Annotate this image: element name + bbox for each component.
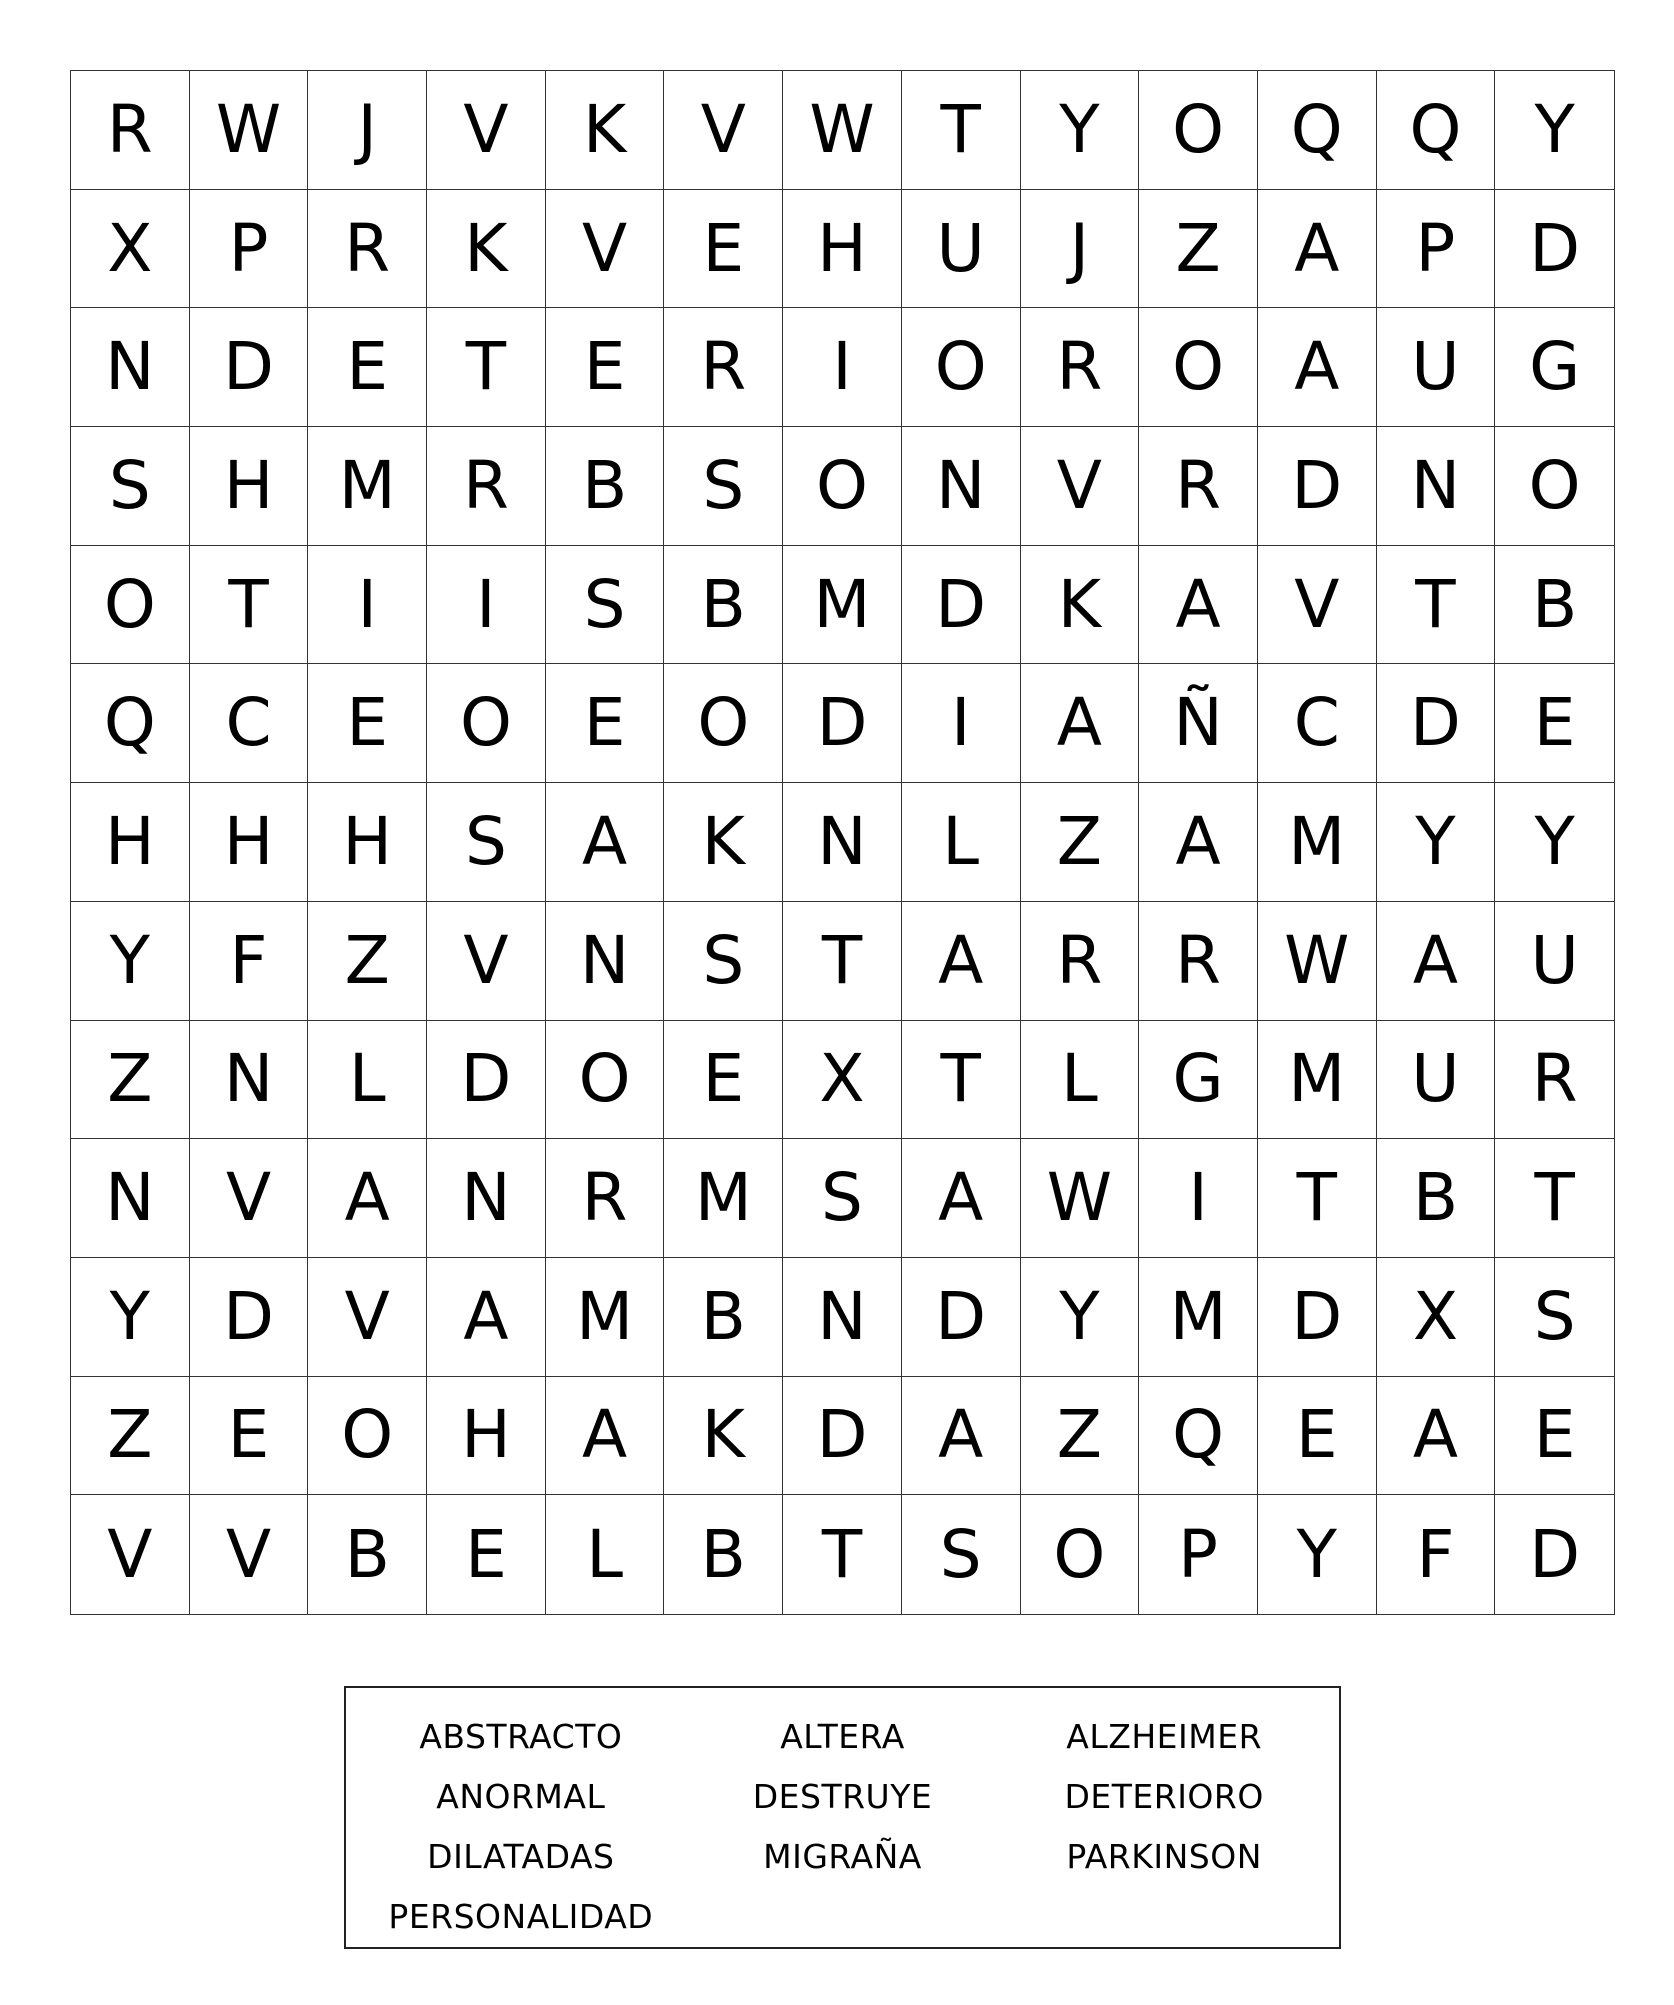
grid-cell[interactable]: R [1021,902,1140,1021]
word-list-item: ALZHEIMER [1066,1716,1263,1756]
grid-cell[interactable]: A [902,902,1021,1021]
grid-cell[interactable]: L [308,1021,427,1140]
grid-cell[interactable]: E [308,664,427,783]
grid-cell[interactable]: T [902,1021,1021,1140]
grid-cell[interactable]: V [546,190,665,309]
grid-cell[interactable]: V [1021,427,1140,546]
grid-cell[interactable]: N [902,427,1021,546]
grid-cell[interactable]: P [1377,190,1496,309]
grid-cell[interactable]: E [1495,664,1614,783]
grid-cell[interactable]: D [1529,1515,1581,1593]
grid-cell[interactable]: M [1139,1258,1258,1377]
grid-cell[interactable]: Z [71,1021,190,1140]
grid-cell[interactable]: E [546,664,665,783]
grid-cell[interactable]: R [427,427,546,546]
grid-cell[interactable]: T [1258,1139,1377,1258]
grid-cell[interactable]: P [190,190,309,309]
word-list-item: ABSTRACTO [419,1716,623,1756]
grid-cell[interactable]: O [71,546,190,665]
grid-cell[interactable]: A [1258,308,1377,427]
grid-cell[interactable]: H [308,783,427,902]
grid-cell[interactable]: E [427,1495,546,1614]
grid-cell[interactable]: S [1495,1258,1614,1377]
grid-cell[interactable]: D [783,1377,902,1496]
grid-cell[interactable]: V [664,71,783,190]
grid-cell[interactable]: D [190,1258,309,1377]
word-list [344,1686,1341,1949]
grid-cell[interactable]: K [546,71,665,190]
grid-cell[interactable]: Q [1258,71,1377,190]
grid-cell[interactable]: I [783,308,902,427]
grid-cell[interactable]: D [1258,427,1377,546]
word-list-item: PARKINSON [1066,1836,1262,1876]
grid-cell[interactable]: Y [71,902,190,1021]
grid-cell[interactable]: D [783,664,902,783]
grid-cell[interactable]: N [427,1139,546,1258]
word-search-grid [70,70,1615,1615]
grid-cell[interactable]: T [1495,1139,1614,1258]
grid-cell[interactable]: B [664,1495,783,1614]
grid-cell[interactable]: Z [1139,190,1258,309]
grid-cell[interactable]: V [190,1495,309,1614]
grid-cell[interactable]: V [427,902,546,1021]
grid-cell[interactable]: E [664,190,783,309]
grid-cell[interactable]: B [546,427,665,546]
grid-cell[interactable]: H [71,783,190,902]
grid-cell[interactable]: R [664,308,783,427]
grid-cell[interactable]: T [783,1495,902,1614]
grid-cell[interactable]: X [783,1021,902,1140]
grid-cell[interactable]: S [902,1495,1021,1614]
grid-cell[interactable]: Z [308,902,427,1021]
grid-cell[interactable]: W [190,71,309,190]
grid-cell[interactable]: G [1495,308,1614,427]
grid-cell[interactable]: H [783,190,902,309]
grid-cell[interactable]: T [1377,546,1496,665]
grid-cell[interactable]: O [902,308,1021,427]
grid-cell[interactable]: W [783,71,902,190]
grid-cell[interactable]: O [546,1021,665,1140]
grid-cell[interactable]: V [1258,546,1377,665]
grid-cell[interactable]: Y [71,1258,190,1377]
grid-cell[interactable]: B [1495,546,1614,665]
grid-cell[interactable]: M [1258,1021,1377,1140]
grid-cell[interactable]: S [783,1139,902,1258]
grid-cell[interactable]: V [427,71,546,190]
grid-cell[interactable]: Y [1495,71,1614,190]
grid-cell[interactable]: Y [1021,1258,1140,1377]
grid-cell[interactable]: A [1377,1377,1496,1496]
grid-cell[interactable]: O [427,664,546,783]
grid-cell[interactable]: O [308,1377,427,1496]
grid-cell[interactable]: E [546,308,665,427]
grid-cell[interactable]: T [190,546,309,665]
grid-cell[interactable]: Y [1495,783,1614,902]
grid-cell[interactable]: L [902,783,1021,902]
grid-cell[interactable]: K [664,783,783,902]
grid-cell[interactable]: I [427,546,546,665]
grid-cell[interactable]: A [1139,783,1258,902]
grid-cell[interactable]: U [902,190,1021,309]
grid-cell[interactable]: D [1258,1258,1377,1377]
grid-cell[interactable]: Z [71,1377,190,1496]
word-list-item: DILATADAS [427,1836,615,1876]
grid-cell[interactable]: H [427,1377,546,1496]
grid-cell[interactable]: X [71,190,190,309]
grid-cell[interactable]: K [427,190,546,309]
grid-cell[interactable]: M [308,427,427,546]
grid-cell[interactable]: B [1377,1139,1496,1258]
grid-cell[interactable]: A [1021,664,1140,783]
grid-cell[interactable]: J [308,71,427,190]
grid-cell[interactable]: C [1258,664,1377,783]
grid-cell[interactable]: O [1139,308,1258,427]
word-list-item: ALTERA [780,1716,905,1756]
grid-cell[interactable]: W [1258,902,1377,1021]
grid-cell[interactable]: R [546,1139,665,1258]
grid-cell[interactable]: K [1021,546,1140,665]
grid-cell[interactable]: V [190,1139,309,1258]
grid-cell[interactable]: U [1377,308,1496,427]
grid-cell[interactable]: D [1495,190,1614,309]
grid-cell[interactable]: R [1495,1021,1614,1140]
grid-cell[interactable]: A [902,1377,1021,1496]
grid-cell[interactable]: B [664,1258,783,1377]
grid-cell[interactable]: E [308,308,427,427]
grid-cell[interactable]: D [190,308,309,427]
grid-cell[interactable]: A [546,783,665,902]
grid-cell[interactable]: V [308,1258,427,1377]
grid-cell[interactable]: M [1258,783,1377,902]
grid-cell[interactable]: B [308,1495,427,1614]
grid-cell[interactable]: N [71,1139,190,1258]
grid-cell[interactable]: Y [1377,783,1496,902]
grid-cell[interactable]: S [664,427,783,546]
grid-cell[interactable]: L [546,1495,665,1614]
grid-cell[interactable]: J [1021,190,1140,309]
grid-cell[interactable]: S [546,546,665,665]
grid-cell[interactable]: B [664,546,783,665]
grid-cell[interactable]: L [1021,1021,1140,1140]
grid-cell[interactable]: A [308,1139,427,1258]
grid-cell[interactable]: H [190,783,309,902]
grid-cell[interactable]: E [190,1377,309,1496]
grid-cell[interactable]: N [190,1021,309,1140]
word-list-item: ANORMAL [436,1776,606,1816]
grid-cell[interactable]: T [783,902,902,1021]
grid-cell[interactable]: A [1139,546,1258,665]
grid-cell[interactable]: E [664,1021,783,1140]
grid-cell[interactable]: C [190,664,309,783]
grid-cell[interactable]: Q [1139,1377,1258,1496]
grid-cell[interactable]: M [664,1139,783,1258]
grid-cell[interactable]: Y [1258,1495,1377,1614]
grid-cell[interactable]: K [664,1377,783,1496]
grid-cell[interactable]: S [664,902,783,1021]
grid-cell[interactable]: A [546,1377,665,1496]
grid-cell[interactable]: N [546,902,665,1021]
grid-cell[interactable]: I [1139,1139,1258,1258]
grid-cell[interactable]: A [1377,902,1496,1021]
word-list-item: DETERIORO [1064,1776,1264,1816]
grid-cell[interactable]: H [190,427,309,546]
grid-cell[interactable]: Ñ [1139,664,1258,783]
grid-cell[interactable]: A [1258,190,1377,309]
grid-cell[interactable]: D [1377,664,1496,783]
grid-cell[interactable]: I [902,664,1021,783]
grid-cell[interactable]: E [1258,1377,1377,1496]
grid-cell[interactable]: O [1139,71,1258,190]
grid-cell[interactable]: Y [1021,71,1140,190]
grid-cell[interactable]: W [1021,1139,1140,1258]
grid-cell[interactable]: R [71,71,190,190]
grid-cell[interactable]: Q [1377,71,1496,190]
grid-cell[interactable]: N [783,1258,902,1377]
grid-cell[interactable]: T [427,308,546,427]
grid-cell[interactable]: R [1139,427,1258,546]
word-list-item: PERSONALIDAD [388,1896,654,1936]
grid-cell[interactable]: S [427,783,546,902]
grid-cell[interactable]: Z [1021,1377,1140,1496]
grid-cell[interactable]: V [71,1495,190,1614]
grid-cell[interactable]: D [902,546,1021,665]
grid-cell[interactable]: S [71,427,190,546]
grid-cell[interactable]: D [902,1258,1021,1377]
grid-cell[interactable]: O [783,427,902,546]
grid-cell[interactable]: E [1495,1377,1614,1496]
grid-cell[interactable]: I [308,546,427,665]
grid-cell[interactable]: F [1377,1495,1496,1614]
grid-cell[interactable]: N [71,308,190,427]
grid-cell[interactable]: G [1139,1021,1258,1140]
grid-cell[interactable]: P [1139,1495,1258,1614]
grid-cell[interactable]: A [902,1139,1021,1258]
grid-cell[interactable]: R [308,190,427,309]
grid-cell[interactable]: F [190,902,309,1021]
grid-cell[interactable]: T [902,71,1021,190]
grid-cell[interactable]: N [783,783,902,902]
grid-cell[interactable]: O [1495,427,1614,546]
grid-cell[interactable]: Q [71,664,190,783]
grid-cell[interactable]: D [427,1021,546,1140]
grid-cell[interactable]: X [1377,1258,1496,1377]
grid-cell[interactable]: R [1139,902,1258,1021]
grid-cell[interactable]: O [664,664,783,783]
grid-cell[interactable]: A [427,1258,546,1377]
grid-cell[interactable]: R [1021,308,1140,427]
grid-cell[interactable]: O [1021,1495,1140,1614]
grid-cell[interactable]: M [783,546,902,665]
word-list-item: MIGRAÑA [763,1836,922,1876]
grid-cell[interactable]: N [1377,427,1496,546]
grid-cell[interactable]: U [1495,902,1614,1021]
word-list-item: DESTRUYE [752,1776,933,1816]
grid-cell[interactable]: M [546,1258,665,1377]
grid-cell[interactable]: U [1377,1021,1496,1140]
grid-cell[interactable]: Z [1021,783,1140,902]
